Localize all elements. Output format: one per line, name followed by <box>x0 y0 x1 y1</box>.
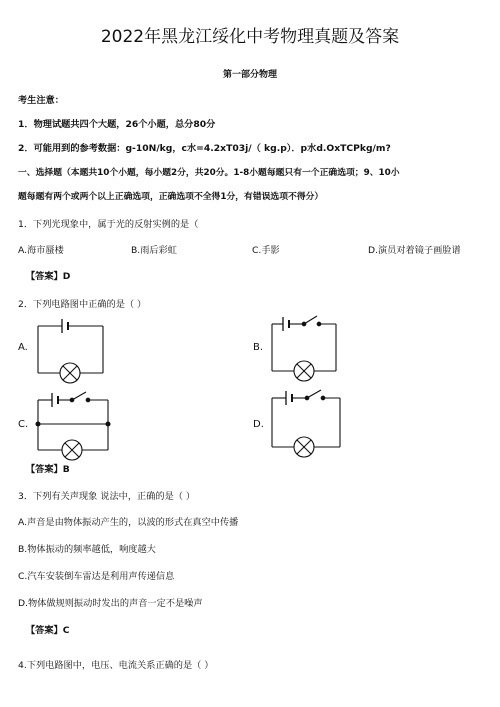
q1-answer: 【答案】D <box>26 271 71 282</box>
part1-instruction-line2: 题每题有两个或两个以上正确选项，正确选项不全得1分，有错误选项不得分） <box>18 192 324 202</box>
notice-heading: 考生注意： <box>18 95 64 106</box>
circuit-c <box>36 392 110 460</box>
q2-circuit-c-label: C. <box>18 419 29 430</box>
circuit-d <box>272 390 340 457</box>
part1-instruction-line1: 一、选择题（本题共10个小题，每小题2分，共20分。1-8小题每题只有一个正确选项；9、10小 <box>18 168 400 178</box>
q2-circuit-b-label: B. <box>253 342 264 353</box>
q3-stem: 3．下列有关声现象 说法中，正确的是（ ） <box>18 491 196 502</box>
q3-option-c: C.汽车安装倒车雷达是利用声传递信息 <box>18 571 175 582</box>
q1-option-a: A.海市蜃楼 <box>18 245 64 256</box>
q3-option-a: A.声音是由物体振动产生的，以波的形式在真空中传播 <box>18 517 239 528</box>
q2-circuit-d-label: D. <box>253 419 264 430</box>
section-title: 第一部分物理 <box>222 70 277 80</box>
notice-item-2: 2．可能用到的参考数据：g-10N/kg，c水=4.2xT03j/（ kg.p）．p水d.OxTCPkg/m? <box>18 143 391 154</box>
q2-circuit-a-label: A. <box>18 342 28 353</box>
circuit-a <box>38 319 103 383</box>
q3-answer: 【答案】C <box>26 625 70 636</box>
circuit-b <box>272 316 336 381</box>
q1-stem: 1．下列光现象中，属于光的反射实例的是（ <box>18 219 199 230</box>
q3-option-b: B.物体振动的频率越低，响度越大 <box>18 544 156 555</box>
notice-item-1: 1．物理试题共四个大题，26个小题，总分80分 <box>18 119 216 130</box>
q2-answer: 【答案】B <box>26 464 70 475</box>
q3-option-d: D.物体做规则振动时发出的声音一定不是噪声 <box>18 598 203 609</box>
q1-option-c: C.手影 <box>252 245 280 256</box>
q1-option-b: B.雨后彩虹 <box>131 245 177 256</box>
q4-stem: 4.下列电路图中，电压、电流关系正确的是（ ） <box>18 660 214 671</box>
q2-stem: 2．下列电路图中正确的是（ ） <box>18 299 147 310</box>
document-title: 2022年黑龙江绥化中考物理真题及答案 <box>100 27 400 47</box>
q1-option-d: D.演员对着镜子画脸谱 <box>368 245 461 256</box>
